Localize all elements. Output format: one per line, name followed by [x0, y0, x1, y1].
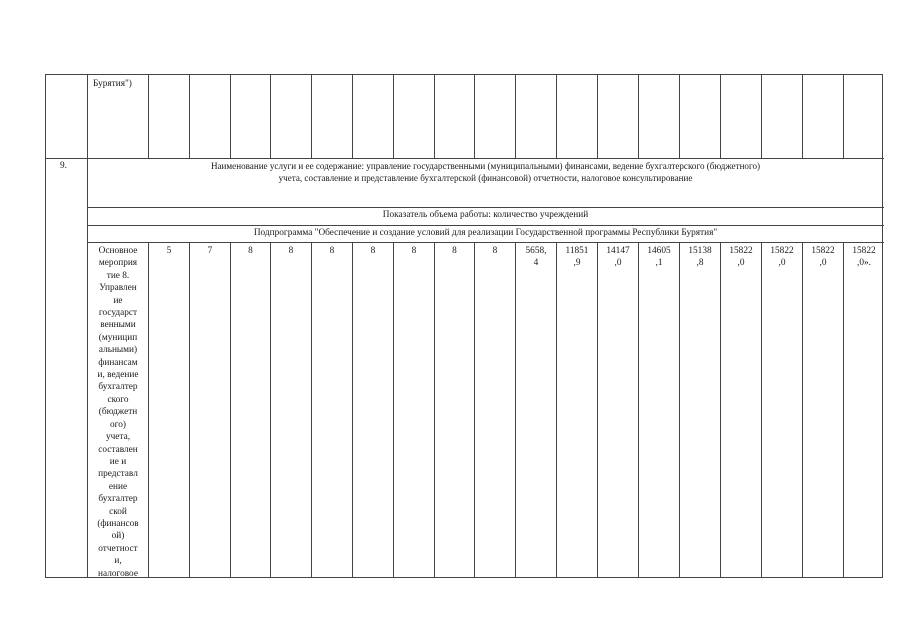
- column-divider: [474, 75, 475, 158]
- column-divider: [189, 75, 190, 158]
- row-divider: [87, 225, 884, 226]
- column-divider: [843, 242, 844, 578]
- service-name-line-2: учета, составление и представление бухгалтерской (финансовой) отчетности, налоговое консультирование: [278, 173, 693, 183]
- value-cell: 15822 ,0».: [852, 246, 876, 269]
- value-cell: 8: [411, 246, 417, 256]
- value-cell: 8: [329, 246, 335, 256]
- column-divider: [148, 242, 149, 578]
- value-cell: 8: [248, 246, 253, 256]
- column-divider: [597, 75, 598, 158]
- column-divider: [515, 75, 516, 158]
- value-cell: 8: [370, 246, 376, 256]
- column-divider: [270, 242, 271, 578]
- column-divider: [393, 75, 394, 158]
- column-divider: [556, 75, 557, 158]
- column-divider: [802, 75, 803, 158]
- column-divider: [434, 242, 435, 578]
- column-divider: [352, 75, 353, 158]
- column-divider: [761, 242, 762, 578]
- column-divider: [270, 75, 271, 158]
- activity-name: Основное мероприя тие 8. Управлен ие государст венными (муницип альными) финансам и, ведение бухгалтер ского (бюджетн ого) учета, составлен ие и представл ение бухгалтер ской (финансов ой) отчетност и, налоговое: [97, 246, 139, 579]
- row-divider: [46, 158, 884, 159]
- value-cell: 5: [166, 246, 172, 256]
- column-divider: [474, 242, 475, 578]
- column-divider: [597, 242, 598, 578]
- column-divider: [434, 75, 435, 158]
- column-divider: [761, 75, 762, 158]
- column-divider: [311, 75, 312, 158]
- indicator-label: Показатель объема работы: количество учреждений: [382, 210, 589, 220]
- row-number: 9.: [60, 161, 67, 171]
- column-divider: [393, 242, 394, 578]
- value-cell: 8: [492, 246, 498, 256]
- column-divider: [720, 242, 721, 578]
- value-cell: 8: [288, 246, 294, 256]
- value-cell: 15138 ,8: [688, 246, 712, 269]
- column-divider: [802, 242, 803, 578]
- column-divider: [679, 75, 680, 158]
- subprogram-label: Подпрограмма "Обеспечение и создание условий для реализации Государственной программы Республики Бурятия": [253, 228, 718, 238]
- column-divider: [230, 242, 231, 578]
- column-divider: [515, 242, 516, 578]
- value-cell: 14147 ,0: [606, 246, 630, 269]
- column-divider: [148, 75, 149, 158]
- column-divider: [311, 242, 312, 578]
- column-divider: [843, 75, 844, 158]
- value-cell: 15822 ,0: [770, 246, 794, 269]
- column-divider: [87, 75, 88, 578]
- value-cell: 15822 ,0: [811, 246, 835, 269]
- value-cell: 7: [207, 246, 213, 256]
- column-divider: [230, 75, 231, 158]
- column-divider: [638, 75, 639, 158]
- table: [45, 74, 883, 578]
- column-divider: [189, 242, 190, 578]
- column-divider: [638, 242, 639, 578]
- column-divider: [720, 75, 721, 158]
- value-cell: 8: [452, 246, 457, 256]
- row-divider: [87, 207, 884, 208]
- column-divider: [352, 242, 353, 578]
- service-name-line-1: Наименование услуги и ее содержание: управление государственными (муниципальными) финансами, ведение бухгалтерского (бюджетного): [210, 161, 761, 171]
- column-divider: [556, 242, 557, 578]
- value-cell: 14605 ,1: [647, 246, 671, 269]
- previous-row-name-fragment: Бурятия"): [93, 79, 132, 89]
- row-divider: [87, 242, 884, 243]
- value-cell: 5658, 4: [525, 246, 547, 269]
- column-divider: [679, 242, 680, 578]
- value-cell: 15822 ,0: [729, 246, 753, 269]
- value-cell: 11851 ,9: [565, 246, 589, 269]
